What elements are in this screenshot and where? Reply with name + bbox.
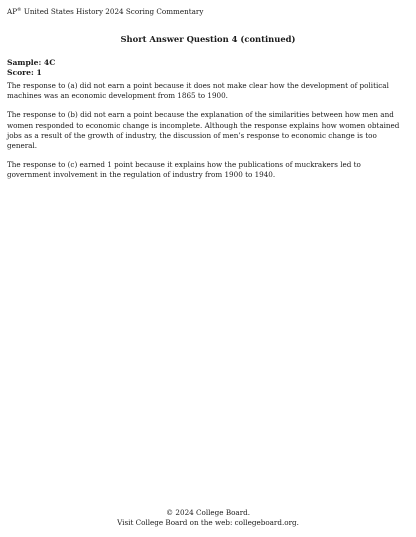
header-brand: AP bbox=[7, 7, 18, 16]
sample-label: Sample: 4C bbox=[7, 58, 56, 67]
running-header bbox=[7, 6, 203, 16]
header-text: United States History 2024 Scoring Commentary bbox=[21, 7, 204, 16]
page-title: Short Answer Question 4 (continued) bbox=[120, 34, 296, 44]
footer-copyright: © 2024 College Board. bbox=[165, 508, 251, 517]
commentary-paragraph-a: The response to (a) did not earn a point because it does not make clear how the development of political machines was an economic development from 1865 to 1900. bbox=[7, 81, 389, 101]
registered-mark: ® bbox=[17, 8, 22, 13]
commentary-body bbox=[7, 81, 405, 190]
score-label: Score: 1 bbox=[7, 68, 42, 77]
commentary-paragraph-b: The response to (b) did not earn a point because the explanation of the similarities between how men and women responded to economic change is incomplete. Although the response explains how women obtained jobs as a result of the growth of industry, the discussion of men’s response to economic change is too general. bbox=[7, 110, 400, 151]
page-footer bbox=[0, 508, 416, 528]
commentary-paragraph-c: The response to (c) earned 1 point because it explains how the publications of muckrakers led to government involvement in the regulation of industry from 1900 to 1940. bbox=[7, 160, 361, 180]
footer-visit-link: Visit College Board on the web: collegeboard.org. bbox=[117, 518, 299, 527]
sample-block bbox=[7, 58, 55, 78]
